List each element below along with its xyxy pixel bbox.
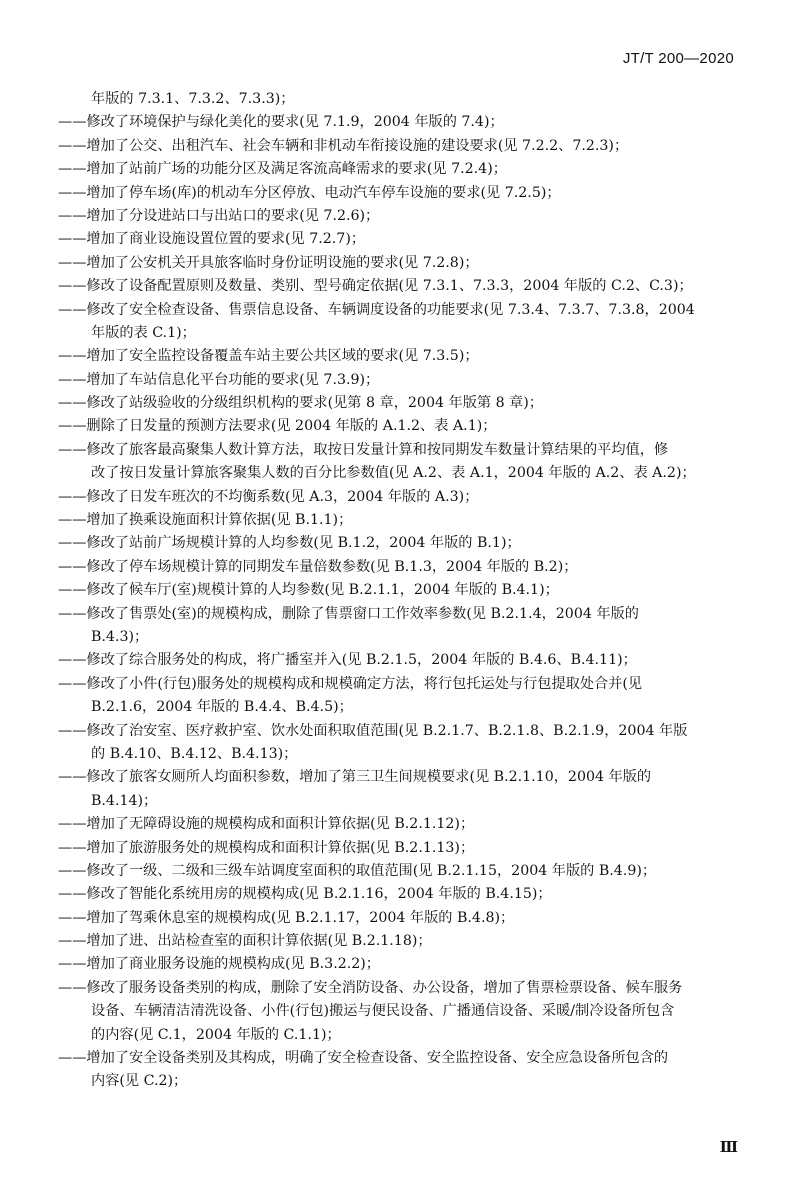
list-item: ——增加了分设进站口与出站口的要求(见 7.2.6)； — [58, 207, 380, 224]
list-item: ——修改了一级、二级和三级车站调度室面积的取值范围(见 B.2.1.15，2004 年版的 B.4.9)； — [58, 862, 657, 879]
list-item: ——修改了站级验收的分级组织机构的要求(见第 8 章，2004 年版第 8 章)； — [58, 395, 544, 412]
list-item-continuation: 改了按日发量计算旅客聚集人数的百分比参数值(见 A.2、表 A.1，2004 年版的 A.2、表 A.2)； — [91, 465, 696, 482]
list-item-continuation: B.4.3)； — [91, 628, 149, 645]
list-item: ——修改了停车场规模计算的同期发车量倍数参数(见 B.1.3，2004 年版的 B.2)； — [58, 558, 578, 575]
list-item: ——增加了无障碍设施的规模构成和面积计算依据(见 B.2.1.12)； — [58, 816, 475, 833]
list-item: ——增加了安全监控设备覆盖车站主要公共区域的要求(见 7.3.5)； — [58, 348, 479, 365]
list-item-continuation: 设备、车辆清洁清洗设备、小件(行包)搬运与便民设备、广播通信设备、采暖/制冷设备所包含 — [91, 1003, 675, 1020]
list-item: ——增加了进、出站检查室的面积计算依据(见 B.2.1.18)； — [58, 933, 432, 950]
list-item: ——增加了车站信息化平台功能的要求(见 7.3.9)； — [58, 371, 380, 388]
page-number: Ⅲ — [719, 1140, 738, 1156]
list-item: ——修改了旅客女厕所人均面积参数，增加了第三卫生间规模要求(见 B.2.1.10，2004 年版的 — [58, 769, 652, 786]
list-item-continuation: 的 B.4.10、B.4.12、B.4.13)； — [91, 745, 298, 762]
list-item: ——修改了日发车班次的不均衡系数(见 A.3，2004 年版的 A.3)； — [58, 488, 479, 505]
list-item: ——增加了停车场(库)的机动车分区停放、电动汽车停车设施的要求(见 7.2.5)； — [58, 184, 561, 201]
list-item: ——增加了驾乘休息室的规模构成(见 B.2.1.17，2004 年版的 B.4.8)； — [58, 909, 515, 926]
list-item: ——增加了换乘设施面积计算依据(见 B.1.1)； — [58, 512, 353, 529]
list-item: ——增加了商业设施设置位置的要求(见 7.2.7)； — [58, 231, 366, 248]
change-list — [58, 88, 738, 1094]
list-item: ——修改了售票处(室)的规模构成，删除了售票窗口工作效率参数(见 B.2.1.4，2004 年版的 — [58, 605, 639, 622]
list-item: ——增加了公交、出租汽车、社会车辆和非机动车衔接设施的建设要求(见 7.2.2、7.2.3)； — [58, 137, 629, 154]
list-item-continuation: B.4.14)； — [91, 792, 158, 809]
list-item: ——修改了站前广场规模计算的人均参数(见 B.1.2，2004 年版的 B.1)； — [58, 535, 521, 552]
list-item-continuation: 年版的 7.3.1、7.3.2、7.3.3)； — [91, 91, 295, 107]
list-item: ——修改了安全检查设备、售票信息设备、车辆调度设备的功能要求(见 7.3.4、7.3.7、7.3.8，2004 — [58, 301, 695, 318]
list-item: ——修改了候车厅(室)规模计算的人均参数(见 B.2.1.1，2004 年版的 B.4.1)； — [58, 582, 559, 599]
list-item-continuation: 内容(见 C.2)； — [91, 1073, 188, 1090]
list-item-continuation: 年版的表 C.1)； — [91, 324, 196, 341]
list-item: ——增加了商业服务设施的规模构成(见 B.3.2.2)； — [58, 956, 380, 973]
document-code: JT/T 200—2020 — [622, 50, 734, 67]
list-item: ——增加了旅游服务处的规模构成和面积计算依据(见 B.2.1.13)； — [58, 839, 475, 856]
list-item: ——修改了环境保护与绿化美化的要求(见 7.1.9，2004 年版的 7.4)； — [58, 114, 504, 131]
list-item: ——修改了治安室、医疗救护室、饮水处面积取值范围(见 B.2.1.7、B.2.1.8、B.2.1.9，2004 年版 — [58, 722, 688, 739]
list-item: ——增加了公安机关开具旅客临时身份证明设施的要求(见 7.2.8)； — [58, 254, 479, 271]
list-item: ——修改了设备配置原则及数量、类别、型号确定依据(见 7.3.1、7.3.3，2004 年版的 C.2、C.3)； — [58, 278, 693, 295]
list-item: ——删除了日发量的预测方法要求(见 2004 年版的 A.1.2、表 A.1)； — [58, 418, 497, 435]
list-item: ——修改了旅客最高聚集人数计算方法，取按日发量计算和按同期发车数量计算结果的平均值，修 — [58, 441, 669, 458]
list-item: ——修改了综合服务处的构成，将广播室并入(见 B.2.1.5，2004 年版的 B.4.6、B.4.11)； — [58, 652, 637, 669]
list-item: ——增加了站前广场的功能分区及满足客流高峰需求的要求(见 7.2.4)； — [58, 161, 507, 178]
list-item: ——增加了安全设备类别及其构成，明确了安全检查设备、安全监控设备、安全应急设备所包含的 — [58, 1050, 669, 1067]
list-item: ——修改了服务设备类别的构成，删除了安全消防设备、办公设备，增加了售票检票设备、候车服务 — [58, 979, 683, 996]
list-item: ——修改了小件(行包)服务处的规模构成和规模确定方法，将行包托运处与行包提取处合并(见 — [58, 675, 643, 692]
list-item-continuation: 的内容(见 C.1，2004 年版的 C.1.1)； — [91, 1026, 341, 1043]
list-item-continuation: B.2.1.6，2004 年版的 B.4.4、B.4.5)； — [91, 699, 353, 716]
list-item: ——修改了智能化系统用房的规模构成(见 B.2.1.16，2004 年版的 B.4.15)； — [58, 886, 552, 903]
